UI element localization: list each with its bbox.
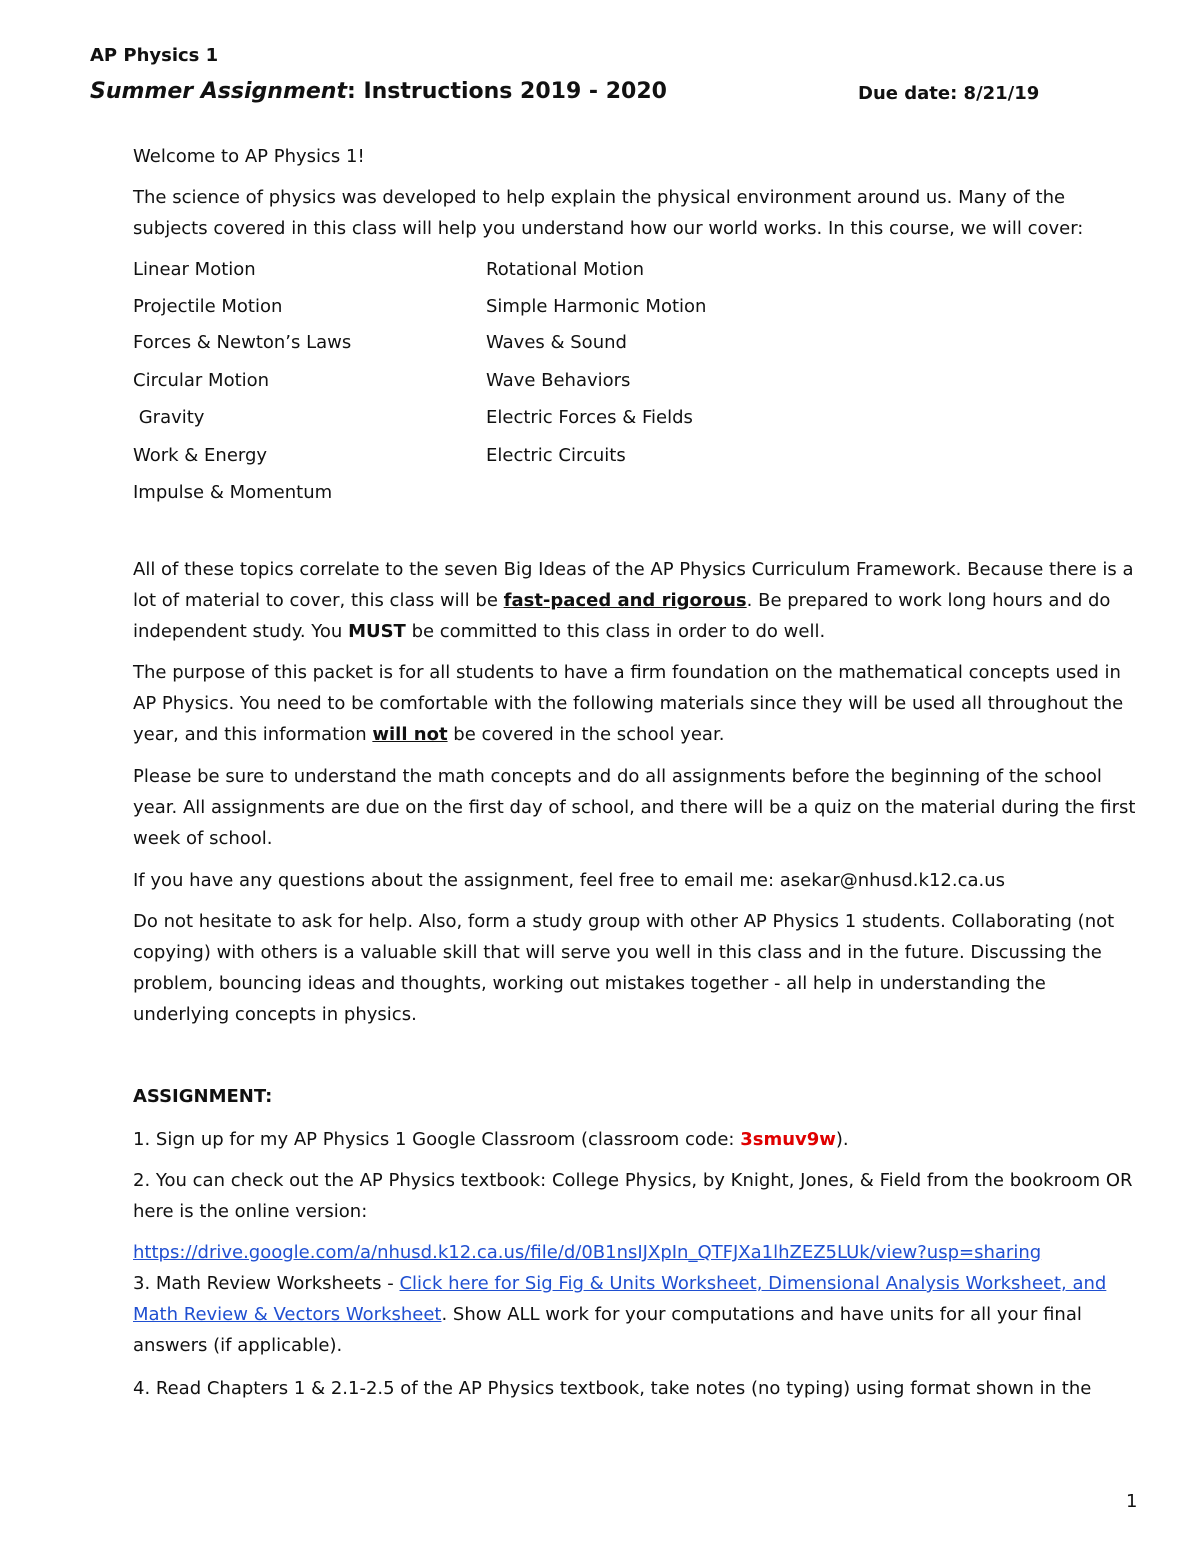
page-number: 1 <box>1126 1491 1138 1512</box>
help-paragraph: Do not hesitate to ask for help. Also, form a study group with other AP Physics 1 students. Collaborating (not copying) with others is a valuable skill that will serve you well in this class and in the future. Discussing the problem, bouncing ideas and thoughts, working out mistakes together - all help in understanding the underlying concepts in physics. <box>133 911 1115 1025</box>
topic-item: Simple Harmonic Motion <box>486 296 707 317</box>
text-run: ). <box>835 1129 849 1150</box>
topic-item: Impulse & Momentum <box>133 482 333 503</box>
textbook-link-line <box>133 1237 1143 1268</box>
topic-item: Work & Energy <box>133 445 268 466</box>
topic-item: Wave Behaviors <box>486 370 631 391</box>
topic-item: Linear Motion <box>133 259 256 280</box>
welcome-text: Welcome to AP Physics 1! <box>133 146 365 167</box>
course-name: AP Physics 1 <box>90 45 219 66</box>
emphasis-fast-paced: fast-paced and rigorous <box>503 590 747 611</box>
contact-paragraph: If you have any questions about the assignment, feel free to email me: asekar@nhusd.k12.ca.us <box>133 870 1006 891</box>
assignment-item-4: 4. Read Chapters 1 & 2.1-2.5 of the AP Physics textbook, take notes (no typing) using format shown in the <box>133 1378 1092 1399</box>
text-run: . Be prepared to work long hours and do independent study. You <box>133 590 1111 642</box>
purpose-paragraph <box>133 657 1143 750</box>
emphasis-will-not: will not <box>372 724 448 745</box>
text-run: be covered in the school year. <box>447 724 725 745</box>
text-run: 1. Sign up for my AP Physics 1 Google Classroom (classroom code: <box>133 1129 741 1150</box>
topic-item: Projectile Motion <box>133 296 283 317</box>
assignment-item-2: 2. You can check out the AP Physics textbook: College Physics, by Knight, Jones, & Field from the bookroom OR here is the online version: <box>133 1170 1133 1222</box>
text-run: be committed to this class in order to do well. <box>405 621 826 642</box>
text-run: All of these topics correlate to the seven Big Ideas of the AP Physics Curriculum Framework. Because there is a lot of material to cover, this class will be <box>133 559 1134 611</box>
topic-item: Circular Motion <box>133 370 270 391</box>
instructions-paragraph: Please be sure to understand the math concepts and do all assignments before the beginning of the school year. All assignments are due on the first day of school, and there will be a quiz on the material during the first week of school. <box>133 766 1136 849</box>
text-run: . Show ALL work for your computations and have units for all your final answers (if applicable). <box>133 1304 1082 1356</box>
topic-item: Waves & Sound <box>486 332 627 353</box>
topic-item: Gravity <box>133 407 205 428</box>
assignment-item-3 <box>133 1268 1143 1361</box>
worksheets-link[interactable]: Click here for Sig Fig & Units Worksheet, Dimensional Analysis Worksheet, and Math Review & Vectors Worksheet <box>133 1273 1107 1325</box>
topic-item: Electric Forces & Fields <box>486 407 693 428</box>
title-part-2: : Instructions 2019 - 2020 <box>346 79 667 104</box>
textbook-link[interactable]: https://drive.google.com/a/nhusd.k12.ca.us/file/d/0B1nsIJXpIn_QTFJXa1lhZEZ5LUk/view?usp=sharing <box>133 1242 1042 1263</box>
text-run: 3. Math Review Worksheets - <box>133 1273 400 1294</box>
topic-item: Electric Circuits <box>486 445 626 466</box>
emphasis-must: MUST <box>348 621 406 642</box>
assignment-heading: ASSIGNMENT: <box>133 1086 273 1107</box>
topic-item: Rotational Motion <box>486 259 645 280</box>
assignment-item-1 <box>133 1124 1143 1155</box>
page-title <box>90 79 667 104</box>
intro-paragraph: The science of physics was developed to help explain the physical environment around us. Many of the subjects covered in this class will help you understand how our world works. In this course, we will cover: <box>133 187 1084 239</box>
topics-paragraph <box>133 554 1143 647</box>
due-date: Due date: 8/21/19 <box>858 83 1040 104</box>
topic-item: Forces & Newton’s Laws <box>133 332 352 353</box>
classroom-code: 3smuv9w <box>740 1129 836 1150</box>
title-part-1: Summer Assignment <box>90 79 347 104</box>
text-run: The purpose of this packet is for all students to have a firm foundation on the mathematical concepts used in AP Physics. You need to be comfortable with the following materials since they will be used all throughout the year, and this information <box>133 662 1124 745</box>
